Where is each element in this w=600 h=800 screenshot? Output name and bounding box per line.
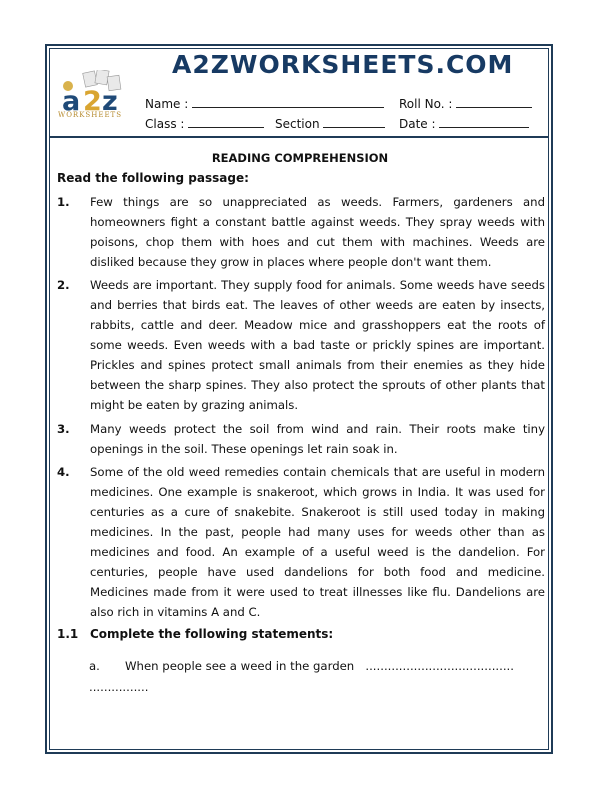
paragraph-text: Many weeds protect the soil from wind and rain. Their roots make tiny openings in the soil. These openings let rain soak in. [90,422,545,456]
section-field[interactable] [275,116,385,131]
question-number: 1.1 [57,627,79,641]
svg-text:z: z [102,86,118,117]
class-label: Class : [145,117,185,131]
paragraph-number: 3. [57,422,70,436]
passage-paragraph-1 [57,192,545,272]
class-field[interactable] [145,116,264,131]
passage-paragraph-2 [57,275,545,415]
class-line[interactable] [188,116,264,128]
logo-caption: WORKSHEETS [58,111,123,119]
roll-no-label: Roll No. : [399,97,453,111]
question-heading-text: Complete the following statements: [90,627,334,641]
paragraph-text: Weeds are important. They supply food for animals. Some weeds have seeds and berries that birds eat. The leaves of other weeds are eaten by insects, rabbits, cattle and deer. Meadow mice and grasshoppers eat the roots of some weeds. Even weeds with a bad taste or prickly spines are important. Prickles and spines protect small animals from their enemies as they hide between the sharp spines. They also protect the sprouts of other plants that might be eaten by grazing animals. [90,278,545,412]
date-label: Date : [399,117,436,131]
passage-paragraph-4 [57,462,545,622]
paragraph-number: 2. [57,278,70,292]
date-field[interactable] [399,116,529,131]
paragraph-number: 4. [57,465,70,479]
roll-no-line[interactable] [456,96,532,108]
section-label: Section [275,117,320,131]
paragraph-text: Some of the old weed remedies contain chemicals that are useful in modern medicines. One example is snakeroot, which grows in India. It was used for centuries as a cure of snakebite. Snakeroot is still used today in making medicines. In the past, people had many uses for weeds other than as medicines and food. An example of a useful weed is the dandelion. For centuries, people have used dandelions for both food and medicine. Medicines made from it were used to treat illnesses like flu. Dandelions are also rich in vitamins A and C. [90,465,545,619]
statement-text: When people see a weed in the garden [125,659,355,673]
answer-blank[interactable]: ........................................ [365,659,514,673]
instruction-text: Read the following passage: [57,171,249,185]
svg-text:a: a [62,86,81,117]
roll-no-field[interactable] [399,96,532,111]
name-field[interactable] [145,96,384,111]
question-heading [57,627,333,641]
svg-text:2: 2 [83,86,102,117]
passage-paragraph-3 [57,419,545,459]
paragraph-number: 1. [57,195,70,209]
name-line[interactable] [192,96,384,108]
statement-letter: a. [89,659,100,673]
section-line[interactable] [323,116,385,128]
date-line[interactable] [439,116,529,128]
statement-a [89,659,514,673]
answer-blank-continued[interactable]: ................ [89,680,149,694]
site-title: A2ZWORKSHEETS.COM [172,50,514,79]
name-label: Name : [145,97,189,111]
worksheet-title: READING COMPREHENSION [211,151,389,165]
paragraph-text: Few things are so unappreciated as weeds. Farmers, gardeners and homeowners fight a constant battle against weeds. They spray weeds with poisons, chop them with hoes and cut them with machines. Weeds are disliked because they grow in places where people don't want them. [90,195,545,269]
